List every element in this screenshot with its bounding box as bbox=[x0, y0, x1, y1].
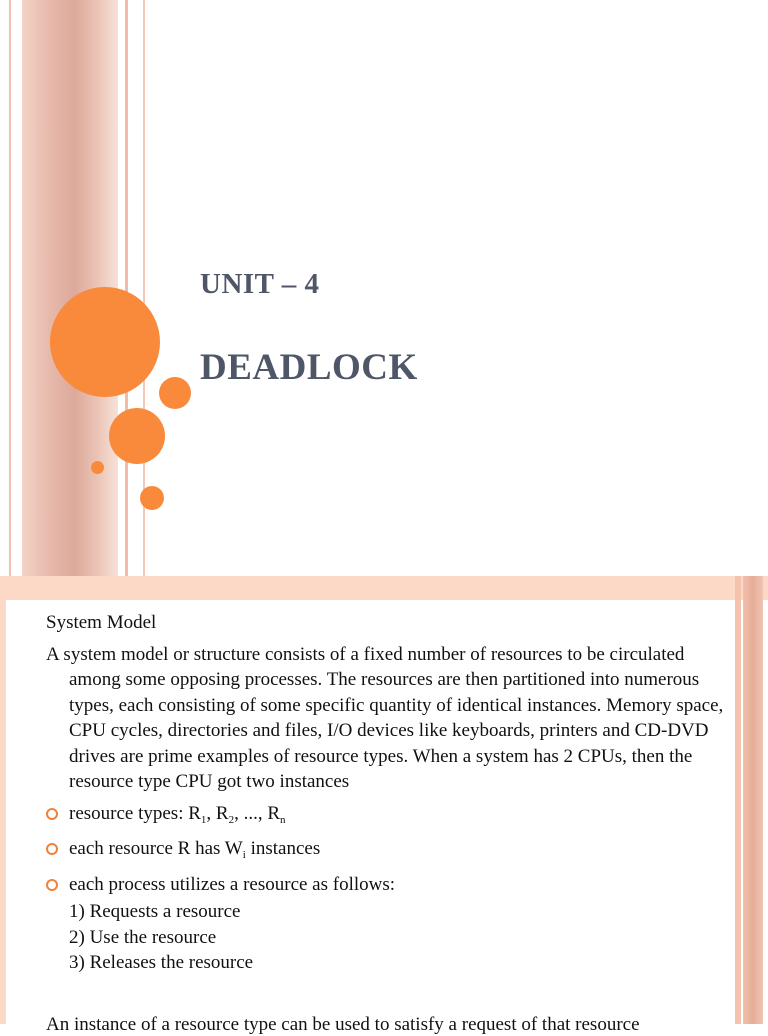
bullet-item: each resource R has $W_i$ instances bbox=[46, 836, 726, 862]
decorative-circle-tiny bbox=[91, 461, 104, 474]
bullet-list bbox=[46, 801, 726, 898]
left-decorative-band bbox=[0, 600, 6, 1024]
right-stripe bbox=[735, 576, 741, 1024]
unit-label: UNIT – 4 bbox=[200, 268, 320, 300]
decorative-circle-medium bbox=[109, 408, 165, 464]
slide-title: DEADLOCK bbox=[200, 347, 418, 388]
bullet-circle-icon bbox=[46, 879, 58, 891]
step-item: 1) Requests a resource bbox=[69, 901, 241, 922]
cutoff-text-line: An instance of a resource type can be used to satisfy a request of that resource bbox=[46, 1014, 640, 1035]
decorative-circle-small-2 bbox=[140, 486, 164, 510]
bullet-circle-icon bbox=[46, 808, 58, 820]
top-decorative-band bbox=[0, 576, 768, 600]
section-heading: System Model bbox=[46, 612, 157, 633]
step-item: 2) Use the resource bbox=[69, 926, 217, 948]
decorative-circle-small bbox=[159, 377, 191, 409]
left-stripe-line bbox=[125, 0, 128, 576]
bullet-circle-icon bbox=[46, 843, 58, 855]
left-stripe-line bbox=[9, 0, 11, 576]
bullet-item: resource types: $R_1$, $R_2$, ..., $R_n$ bbox=[46, 801, 726, 827]
right-decorative-band bbox=[743, 576, 763, 1024]
bullet-item: each process utilizes a resource as follows: bbox=[46, 872, 726, 898]
decorative-circle-large bbox=[50, 287, 160, 397]
body-paragraph: A system model or structure consists of a fixed number of resources to be circulated among some opposing processes. The resources are then partitioned into numerous types, each consisting of some specific quantity of identical instances. Memory space, CPU cycles, directories and files, I/O devices like keyboards, printers and CD-DVD drives are prime examples of resource types. When a system has 2 CPUs, then the resource type CPU got two instances bbox=[46, 643, 724, 792]
content-slide bbox=[0, 576, 768, 1035]
step-list bbox=[46, 899, 726, 976]
step-item: 3) Releases the resource bbox=[69, 952, 254, 973]
slide-body bbox=[46, 610, 726, 976]
